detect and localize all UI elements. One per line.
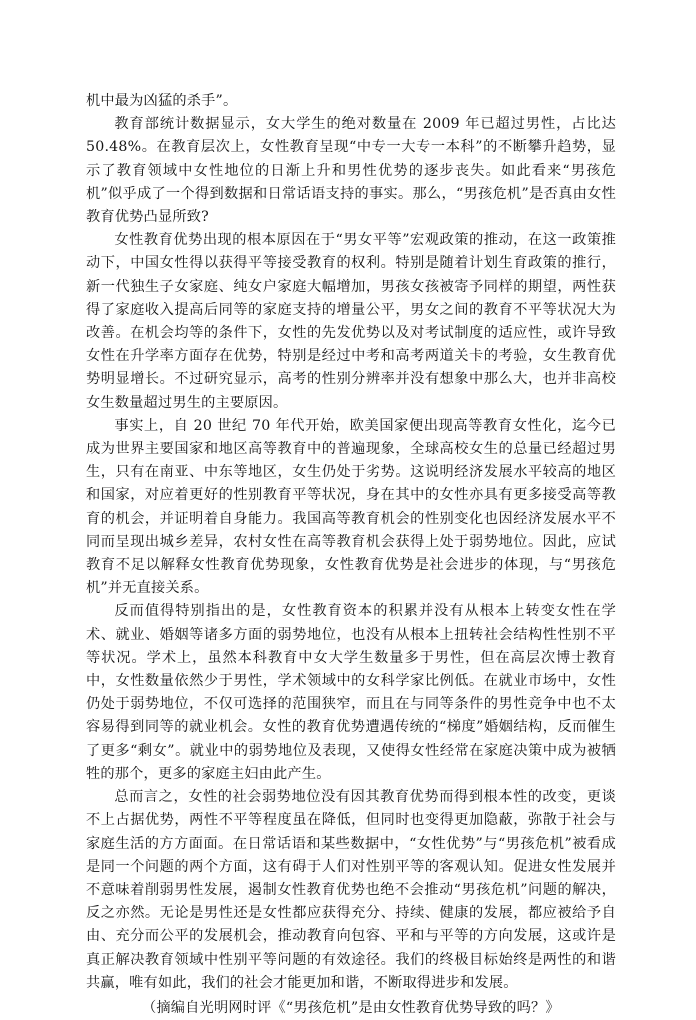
paragraph-statistics: 教育部统计数据显示，女大学生的绝对数量在 2009 年已超过男性，占比达 50.48%。在教育层次上，女性教育呈现“中专一大专一本科”的不断攀升趋势，显示了教育领域中女性地位的日渐上升和男性优势的逐步丧失。如此看来“男孩危机”似乎成了一个得到数据和日常话语支持的事实。那么，“男孩危机”是否真由女性教育优势凸显所致?	[86, 116, 616, 226]
paragraph-root-cause: 女性教育优势出现的根本原因在于“男女平等”宏观政策的推动，在这一政策推动下，中国女性得以获得平等接受教育的权利。特别是随着计划生育政策的推行，新一代独生子女家庭、纯女户家庭大幅增加，男孩女孩被寄予同样的期望，两性获得了家庭收入提高后同等的家庭支持的增量公平，男女之间的教育不平等状况大为改善。在机会均等的条件下，女性的先发优势以及对考试制度的适应性，或许导致女性在升学率方面存在优势，特别是经过中考和高考两道关卡的考验，女生教育优势明显增长。不过研究显示，高考的性别分辨率并没有想象中那么大，也并非高校女生数量超过男生的主要原因。	[86, 232, 616, 411]
paragraph-disadvantage: 反而值得特别指出的是，女性教育资本的积累并没有从根本上转变女性在学术、就业、婚姻等诸多方面的弱势地位，也没有从根本上扭转社会结构性性别不平等状况。学术上，虽然本科教育中女大学生数量多于男性，但在高层次博士教育中，女性数量依然少于男性，学术领域中的女科学家比例低。在就业市场中，女性仍处于弱势地位，不仅可选择的范围狭窄，而且在与同等条件的男性竞争中也不太容易得到同等的就业机会。女性的教育优势遭遇传统的“梯度”婚姻结构，反而催生了更多“剩女”。就业中的弱势地位及表现，又使得女性经常在家庭决策中成为被牺牲的那个，更多的家庭主妇由此产生。	[86, 603, 616, 782]
paragraph-global-trend: 事实上，自 20 世纪 70 年代开始，欧美国家便出现高等教育女性化，迄今已成为世界主要国家和地区高等教育中的普遍现象，全球高校女生的总量已经超过男生，只有在南亚、中东等地区，女生仍处于劣势。这说明经济发展水平较高的地区和国家，对应着更好的性别教育平等状况，身在其中的女性亦具有更多接受高等教育的机会，并证明着自身能力。我国高等教育机会的性别变化也因经济发展水平不同而呈现出城乡差异，农村女性在高等教育机会获得上处于弱势地位。因此，应试教育不足以解释女性教育优势现象，女性教育优势是社会进步的体现，与“男孩危机”并无直接关系。	[86, 417, 616, 597]
article-body	[86, 90, 616, 1020]
source-citation: （摘编自光明网时评《“男孩危机”是由女性教育优势导致的吗？》	[142, 999, 560, 1016]
paragraph-continuation: 机中最为凶猛的杀手”。	[86, 93, 238, 109]
paragraph-conclusion: 总而言之，女性的社会弱势地位没有因其教育优势而得到根本性的改变，更谈不上占据优势，两性不平等程度虽在降低，但同时也变得更加隐蔽，弥散于社会与家庭生活的方方面面。在日常话语和某些数据中，“女性优势”与“男孩危机”被看成是同一个问题的两个方面，这有碍于人们对性别平等的客观认知。促进女性发展并不意味着削弱男性发展，遏制女性教育优势也绝不会推动“男孩危机”问题的解决，反之亦然。无论是男性还是女性都应获得充分、持续、健康的发展，都应被给予自由、充分而公平的发展机会，推动教育向包容、平和与平等的方向发展，这或许是真正解决教育领域中性别平等问题的有效途径。我们的终极目标始终是两性的和谐共赢，唯有如此，我们的社会才能更加和谐，不断取得进步和发展。	[86, 789, 616, 991]
